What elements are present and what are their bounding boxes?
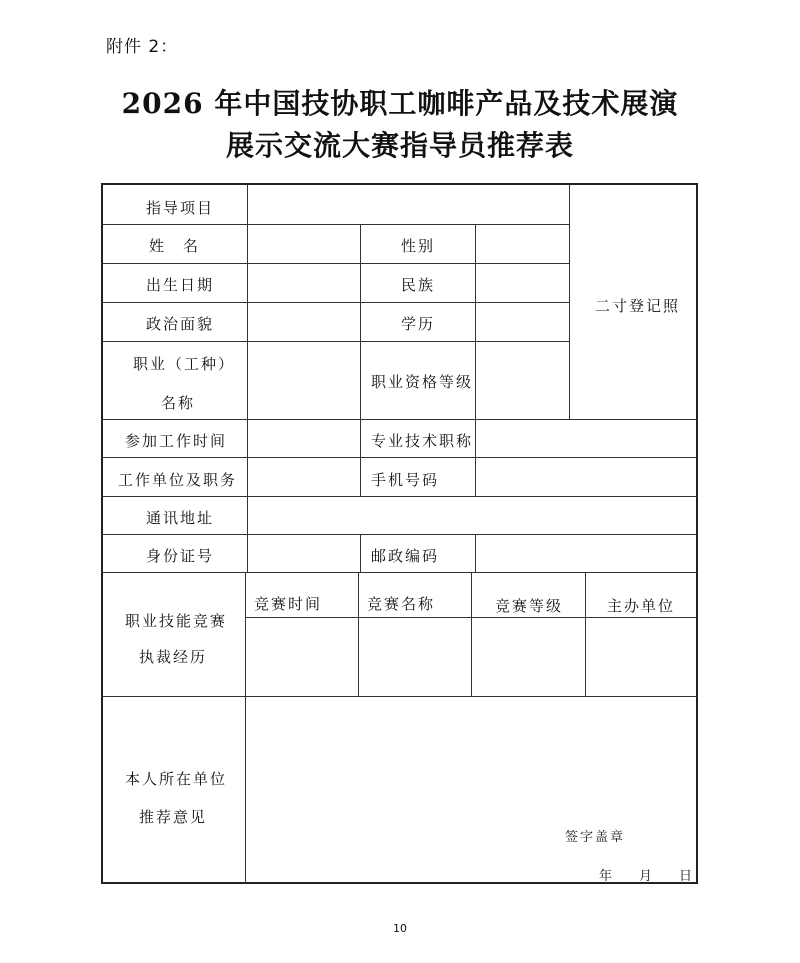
phone-label: 手机号码 (371, 471, 440, 489)
ethnicity-label: 民族 (401, 276, 436, 294)
page-number: 10 (393, 922, 407, 935)
gender-label: 性别 (401, 237, 436, 255)
id-number-value-cell[interactable] (248, 535, 361, 573)
occupation-value-cell[interactable] (248, 342, 361, 420)
page-title-line1: 2026 年中国技协职工咖啡产品及技术展演 (121, 87, 679, 120)
qualification-label: 职业资格等级 (371, 373, 474, 391)
experience-header-organizer-label: 主办单位 (607, 597, 676, 615)
occupation-label-line2: 名称 (161, 394, 196, 412)
experience-time-value[interactable] (246, 618, 359, 697)
name-label: 姓 名 (149, 237, 201, 255)
experience-header-time-label: 竞赛时间 (254, 595, 323, 613)
birth-date-label: 出生日期 (146, 276, 215, 294)
work-unit-value-cell[interactable] (248, 458, 361, 497)
experience-level-value[interactable] (472, 618, 586, 697)
id-number-label: 身份证号 (146, 547, 215, 565)
experience-label-line2: 执裁经历 (139, 648, 208, 666)
name-value-cell[interactable] (248, 225, 361, 264)
page-title-line2: 展示交流大赛指导员推荐表 (225, 129, 574, 162)
address-value-cell[interactable] (248, 497, 698, 535)
experience-header-level-label: 竞赛等级 (495, 597, 564, 615)
postal-code-value-cell[interactable] (476, 535, 698, 573)
qualification-value-cell[interactable] (476, 342, 570, 420)
work-unit-label: 工作单位及职务 (118, 471, 238, 489)
date-month-label: 月 (639, 869, 655, 884)
political-status-label: 政治面貌 (146, 315, 215, 333)
recommendation-label-line1: 本人所在单位 (125, 770, 228, 788)
ethnicity-value-cell[interactable] (476, 264, 570, 303)
recommendation-value-cell[interactable] (246, 697, 698, 884)
project-label: 指导项目 (146, 199, 215, 217)
attachment-label: 附件 2： (106, 37, 179, 57)
professional-title-value-cell[interactable] (476, 420, 698, 458)
education-label: 学历 (401, 315, 436, 333)
date-year-label: 年 (599, 869, 615, 884)
work-start-label: 参加工作时间 (125, 432, 228, 450)
experience-label-line1: 职业技能竞赛 (125, 612, 228, 630)
professional-title-label: 专业技术职称 (371, 432, 474, 450)
recommendation-label-cell (103, 697, 246, 884)
experience-name-value[interactable] (359, 618, 472, 697)
experience-label-cell (103, 573, 246, 697)
occupation-label-line1: 职业（工种） (133, 355, 236, 373)
work-start-value-cell[interactable] (248, 420, 361, 458)
date-day-label: 日 (679, 869, 695, 884)
political-status-value-cell[interactable] (248, 303, 361, 342)
postal-code-label: 邮政编码 (371, 547, 440, 565)
education-value-cell[interactable] (476, 303, 570, 342)
experience-header-name-label: 竞赛名称 (367, 595, 436, 613)
gender-value-cell[interactable] (476, 225, 570, 264)
photo-label: 二寸登记照 (595, 297, 681, 315)
address-label: 通讯地址 (146, 509, 215, 527)
recommendation-label-line2: 推荐意见 (139, 808, 208, 826)
signature-label: 签字盖章 (565, 830, 626, 845)
birth-date-value-cell[interactable] (248, 264, 361, 303)
experience-organizer-value[interactable] (586, 618, 698, 697)
phone-value-cell[interactable] (476, 458, 698, 497)
project-value-cell[interactable] (248, 185, 570, 225)
recommendation-form (101, 183, 698, 884)
